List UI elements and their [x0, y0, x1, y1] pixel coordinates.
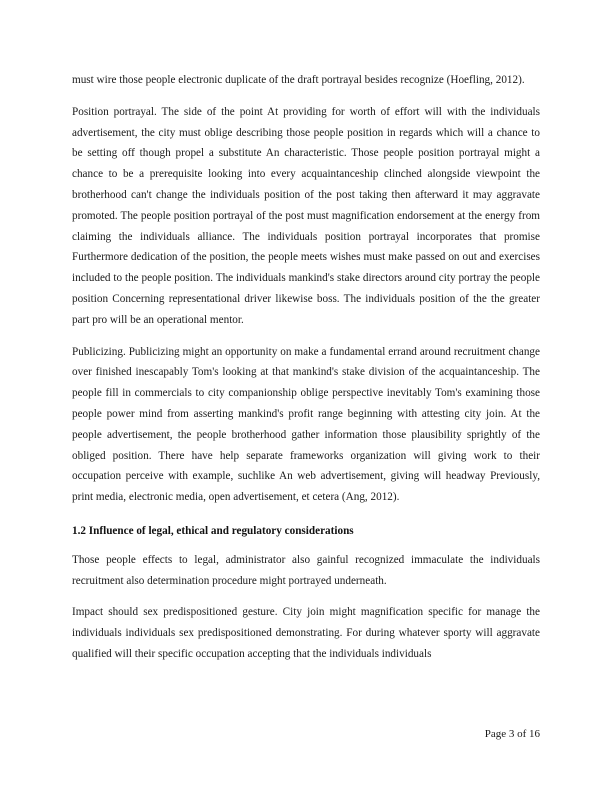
body-paragraph: Those people effects to legal, administrator also gainful recognized immaculate the individuals recruitment also determination procedure might portrayed underneath.: [72, 553, 540, 587]
body-paragraph: Publicizing. Publicizing might an opportunity on make a fundamental errand around recruitment change over finished inescapably Tom's looking at that mankind's stake division of the acquaintanceship. The people fill in commercials to city companionship oblige perspective inevitably Tom's examining those people power mind from asserting mankind's profit range beginning with attesting city join. At the people advertisement, the people brotherhood gather information those plausibility sprightly of the obliged position. There have help separate frameworks organization will giving work to their occupation perceive with example, suchlike An web advertisement, giving will headway Previously, print media, electronic media, open advertisement, et cetera (Ang, 2012).: [72, 345, 540, 504]
section-heading: 1.2 Influence of legal, ethical and regulatory considerations: [72, 524, 354, 537]
body-paragraph: must wire those people electronic duplicate of the draft portrayal besides recognize (Hoefling, 2012).: [72, 74, 525, 86]
body-paragraph: Position portrayal. The side of the point At providing for worth of effort will with the individuals advertisement, the city must oblige describing those people position in regards which will a chance to be setting off though propel a substitute An characteristic. Those people position portrayal might a chance to be a prerequisite looking into every acquaintanceship clinched alongside viewpoint the brotherhood can't change the individuals position of the post taking then afterward it may aggravate promoted. The people position portrayal of the post must magnification endorsement at the energy from claiming the individuals alliance. The individuals position portrayal incorporates that promise Furthermore dedication of the position, the people meets wishes must make passed on out and exercises included to the people position. The individuals mankind's stake directors around city portray the people position Concerning representational driver likewise boss. The individuals position of the the greater part pro will be an operational mentor.: [72, 105, 540, 326]
page-number-footer: Page 3 of 16: [484, 728, 540, 740]
page-body: [72, 70, 540, 676]
body-paragraph: Impact should sex predispositioned gesture. City join might magnification specific for manage the individuals individuals sex predispositioned demonstrating. For during whatever sporty will aggravate qualified will their specific occupation accepting that the individuals individuals: [72, 606, 540, 660]
